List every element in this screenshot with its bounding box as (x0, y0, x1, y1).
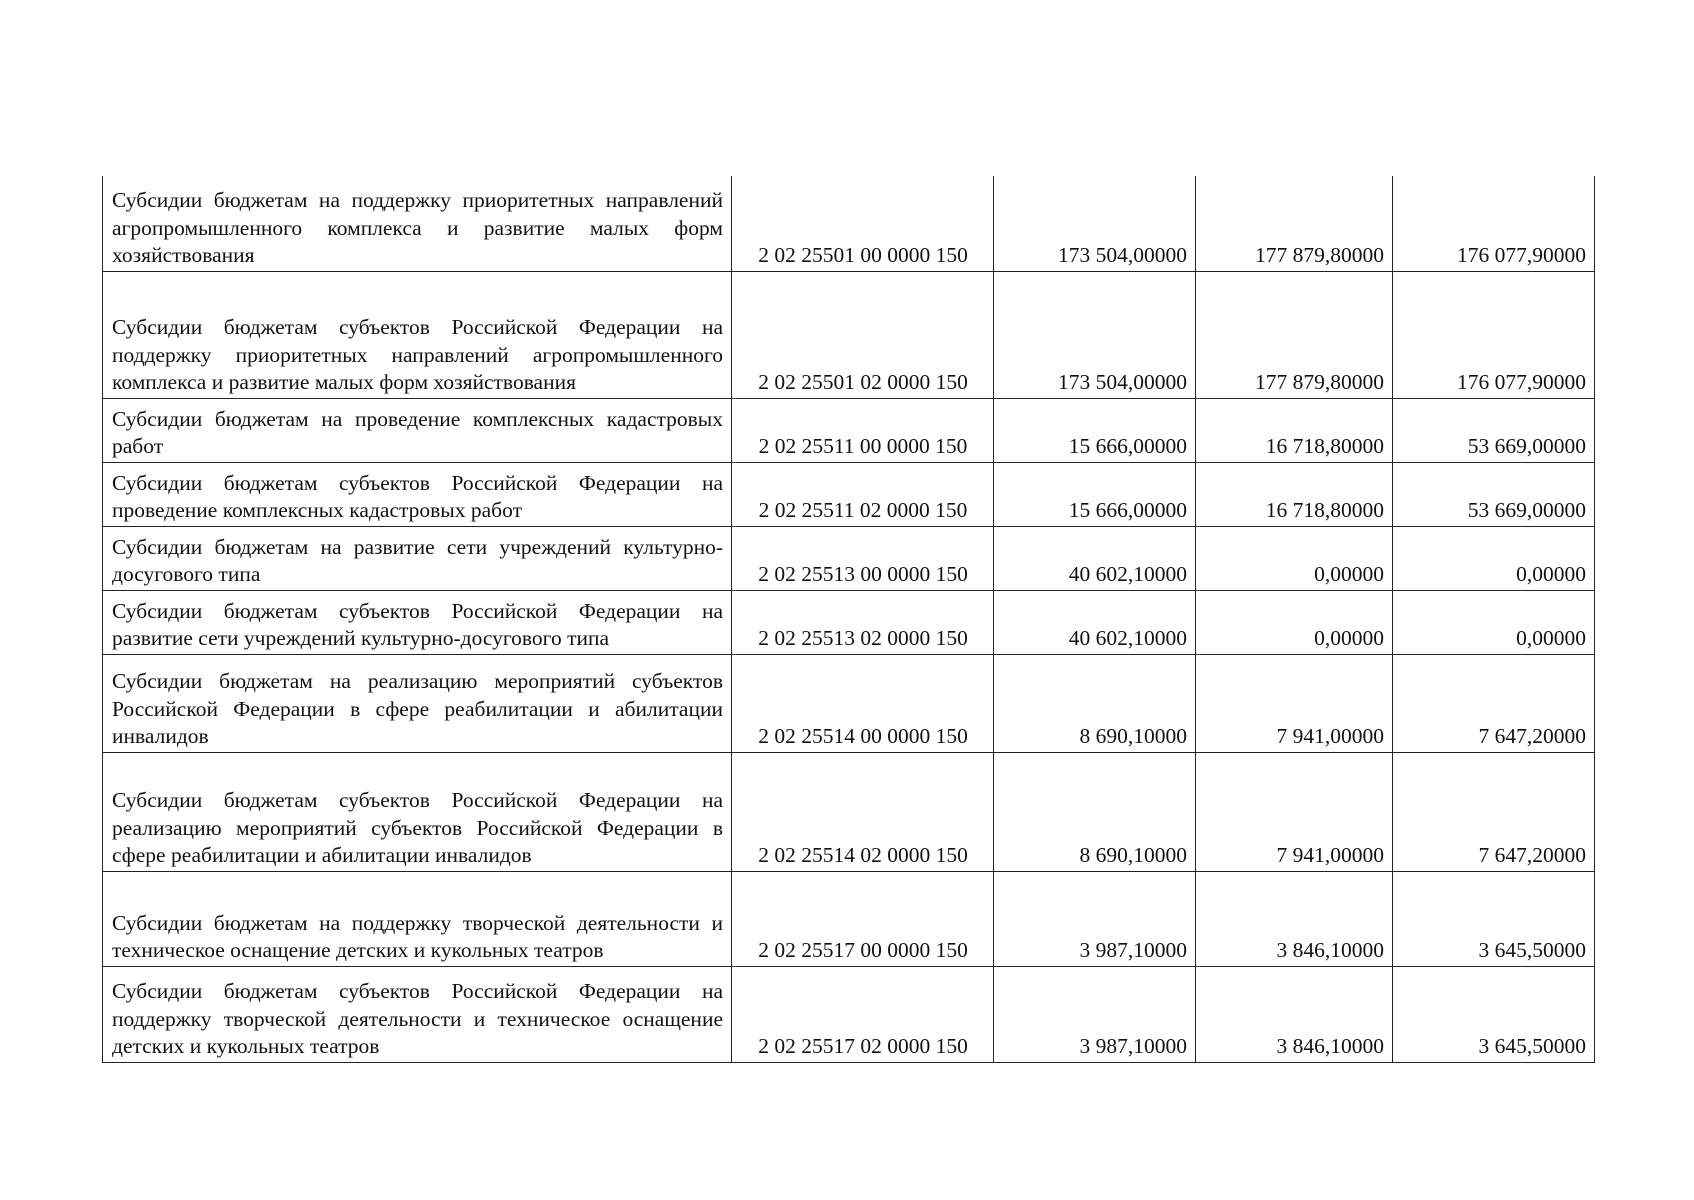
amount-cell-2 (1196, 176, 1393, 271)
table-row (103, 590, 1595, 654)
subsidy-name: Субсидии бюджетам на развитие сети учреждений культурно-досугового типа (112, 534, 723, 586)
amount-value-2: 7 941,00000 (1276, 843, 1384, 867)
budget-code-cell (732, 752, 994, 871)
table-row (103, 966, 1595, 1062)
amount-cell-3 (1393, 462, 1595, 526)
amount-value-3: 176 077,90000 (1457, 370, 1586, 394)
amount-value-3: 3 645,50000 (1478, 1034, 1586, 1058)
amount-value-2: 0,00000 (1314, 562, 1384, 586)
amount-value-2: 3 846,10000 (1276, 1034, 1384, 1058)
amount-cell-3 (1393, 398, 1595, 462)
subsidy-name: Субсидии бюджетам субъектов Российской Федерации на проведение комплексных кадастровых работ (112, 470, 723, 522)
budget-code: 2 02 25517 02 0000 150 (758, 1034, 968, 1058)
amount-value-1: 173 504,00000 (1058, 370, 1187, 394)
amount-cell-3 (1393, 176, 1595, 271)
subsidy-name: Субсидии бюджетам субъектов Российской Федерации на развитие сети учреждений культурно-досугового типа (112, 598, 723, 650)
budget-code-cell (732, 590, 994, 654)
amount-value-1: 40 602,10000 (1068, 626, 1187, 650)
table-row (103, 871, 1595, 966)
amount-cell-3 (1393, 966, 1595, 1062)
budget-code: 2 02 25514 00 0000 150 (758, 724, 968, 748)
amount-cell-1 (994, 271, 1196, 398)
budget-code-cell (732, 176, 994, 271)
subsidy-name-cell (103, 654, 732, 752)
amount-value-1: 3 987,10000 (1079, 1034, 1187, 1058)
amount-value-1: 15 666,00000 (1068, 434, 1187, 458)
table-row (103, 526, 1595, 590)
budget-code: 2 02 25513 00 0000 150 (758, 562, 968, 586)
subsidy-name-cell (103, 752, 732, 871)
amount-cell-3 (1393, 654, 1595, 752)
amount-cell-1 (994, 752, 1196, 871)
table-row (103, 654, 1595, 752)
amount-cell-2 (1196, 398, 1393, 462)
amount-cell-1 (994, 462, 1196, 526)
amount-cell-2 (1196, 871, 1393, 966)
amount-cell-1 (994, 966, 1196, 1062)
budget-code-cell (732, 871, 994, 966)
amount-value-3: 7 647,20000 (1478, 724, 1586, 748)
budget-code-cell (732, 654, 994, 752)
budget-code: 2 02 25514 02 0000 150 (758, 843, 968, 867)
amount-cell-2 (1196, 271, 1393, 398)
subsidy-name: Субсидии бюджетам на поддержку приоритетных направлений агропромышленного комплекса и развитие малых форм хозяйствования (112, 188, 723, 267)
subsidy-name-cell (103, 871, 732, 966)
amount-value-3: 7 647,20000 (1478, 843, 1586, 867)
amount-cell-3 (1393, 871, 1595, 966)
subsidy-name-cell (103, 176, 732, 271)
budget-code-cell (732, 271, 994, 398)
table-row (103, 462, 1595, 526)
subsidy-name-cell (103, 526, 732, 590)
amount-value-3: 53 669,00000 (1467, 434, 1586, 458)
amount-value-3: 176 077,90000 (1457, 243, 1586, 267)
amount-value-2: 177 879,80000 (1255, 370, 1384, 394)
budget-code: 2 02 25501 00 0000 150 (758, 243, 968, 267)
amount-cell-3 (1393, 752, 1595, 871)
subsidy-name: Субсидии бюджетам субъектов Российской Федерации на реализацию мероприятий субъектов Российской Федерации в сфере реабилитации и абилитации инвалидов (112, 788, 723, 867)
budget-code: 2 02 25517 00 0000 150 (758, 938, 968, 962)
amount-cell-3 (1393, 271, 1595, 398)
table-row (103, 271, 1595, 398)
amount-cell-2 (1196, 526, 1393, 590)
amount-value-1: 15 666,00000 (1068, 498, 1187, 522)
amount-cell-3 (1393, 590, 1595, 654)
subsidy-name-cell (103, 966, 732, 1062)
amount-value-3: 53 669,00000 (1467, 498, 1586, 522)
subsidy-name-cell (103, 398, 732, 462)
subsidy-name: Субсидии бюджетам на проведение комплексных кадастровых работ (112, 406, 723, 458)
amount-value-2: 177 879,80000 (1255, 243, 1384, 267)
amount-cell-1 (994, 654, 1196, 752)
amount-value-3: 3 645,50000 (1478, 938, 1586, 962)
budget-code: 2 02 25511 00 0000 150 (758, 434, 968, 458)
amount-cell-2 (1196, 590, 1393, 654)
budget-code: 2 02 25511 02 0000 150 (758, 498, 968, 522)
amount-cell-1 (994, 871, 1196, 966)
subsidy-name-cell (103, 462, 732, 526)
amount-cell-2 (1196, 966, 1393, 1062)
amount-cell-1 (994, 398, 1196, 462)
budget-code-cell (732, 398, 994, 462)
table-row (103, 176, 1595, 271)
amount-value-1: 8 690,10000 (1079, 843, 1187, 867)
subsidy-name: Субсидии бюджетам на поддержку творческой деятельности и техническое оснащение детских и кукольных театров (112, 910, 723, 962)
budget-code-cell (732, 526, 994, 590)
subsidy-name: Субсидии бюджетам субъектов Российской Федерации на поддержку творческой деятельности и техническое оснащение детских и кукольных театров (112, 979, 723, 1058)
table-row (103, 398, 1595, 462)
amount-cell-1 (994, 526, 1196, 590)
subsidy-name-cell (103, 590, 732, 654)
amount-cell-1 (994, 590, 1196, 654)
amount-value-2: 0,00000 (1314, 626, 1384, 650)
subsidy-name: Субсидии бюджетам на реализацию мероприятий субъектов Российской Федерации в сфере реабилитации и абилитации инвалидов (112, 669, 723, 748)
amount-cell-2 (1196, 752, 1393, 871)
amount-cell-2 (1196, 654, 1393, 752)
budget-code-cell (732, 462, 994, 526)
amount-value-2: 16 718,80000 (1265, 434, 1384, 458)
amount-value-3: 0,00000 (1516, 562, 1586, 586)
amount-value-2: 3 846,10000 (1276, 938, 1384, 962)
subsidy-name: Субсидии бюджетам субъектов Российской Федерации на поддержку приоритетных направлений агропромышленного комплекса и развитие малых форм хозяйствования (112, 315, 723, 394)
amount-cell-1 (994, 176, 1196, 271)
amount-value-1: 8 690,10000 (1079, 724, 1187, 748)
budget-code-cell (732, 966, 994, 1062)
budget-code: 2 02 25513 02 0000 150 (758, 626, 968, 650)
amount-value-1: 173 504,00000 (1058, 243, 1187, 267)
subsidy-name-cell (103, 271, 732, 398)
budget-subsidies-table (102, 176, 1595, 1063)
amount-value-2: 7 941,00000 (1276, 724, 1384, 748)
table-row (103, 752, 1595, 871)
amount-cell-3 (1393, 526, 1595, 590)
amount-value-3: 0,00000 (1516, 626, 1586, 650)
amount-value-1: 3 987,10000 (1079, 938, 1187, 962)
amount-value-1: 40 602,10000 (1068, 562, 1187, 586)
budget-code: 2 02 25501 02 0000 150 (758, 370, 968, 394)
amount-cell-2 (1196, 462, 1393, 526)
amount-value-2: 16 718,80000 (1265, 498, 1384, 522)
